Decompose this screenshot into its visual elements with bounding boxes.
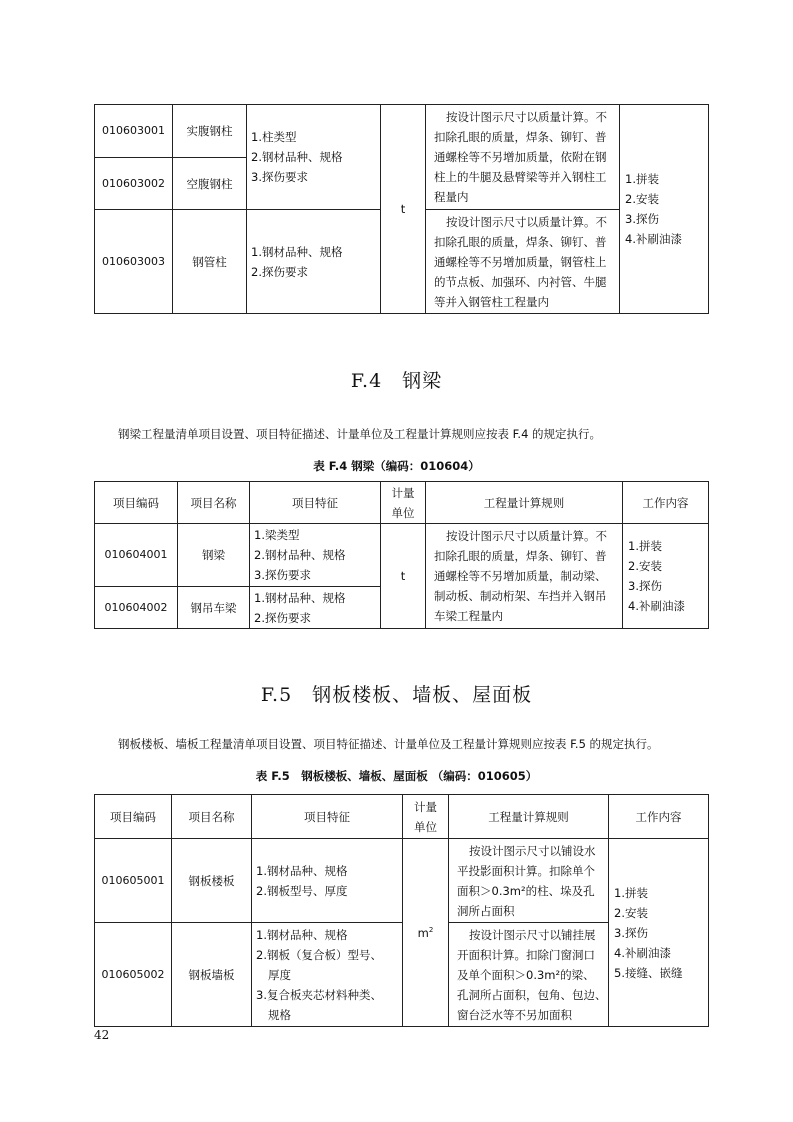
calc-rule: 按设计图示尺寸以铺挂展 开面积计算。扣除门窗洞口 及单个面积＞0.3m²的梁、 孔洞所占面积，包角、包边、 窗台泛水等不另加面积 bbox=[449, 923, 609, 1027]
page-number: 42 bbox=[94, 1028, 110, 1042]
table-f5 bbox=[94, 794, 709, 1027]
work-content: 1.拼装 2.安装 3.探伤 4.补刷油漆 bbox=[623, 524, 709, 629]
item-code: 010603002 bbox=[95, 158, 173, 210]
unit-cell: t bbox=[381, 105, 426, 314]
section-title-f5: F.5 钢板楼板、墙板、屋面板 bbox=[260, 684, 533, 706]
header-unit: 计量 单位 bbox=[403, 795, 449, 839]
calc-rule: 按设计图示尺寸以铺设水 平投影面积计算。扣除单个 面积＞0.3m²的柱、垛及孔 洞所占面积 bbox=[449, 839, 609, 923]
table-caption-f5: 表 F.5 钢板楼板、墙板、屋面板 （编码：010605） bbox=[255, 769, 538, 783]
item-code: 010605001 bbox=[95, 839, 172, 923]
unit-cell: t bbox=[381, 524, 426, 629]
header-rule: 工程量计算规则 bbox=[449, 795, 609, 839]
unit-cell: $m^2$ bbox=[403, 839, 449, 1027]
item-name: 钢吊车梁 bbox=[178, 587, 250, 629]
header-code: 项目编码 bbox=[95, 795, 172, 839]
item-name: 空腹钢柱 bbox=[173, 158, 247, 210]
calc-rule: 按设计图示尺寸以质量计算。不 扣除孔眼的质量，焊条、铆钉、普 通螺栓等不另增加质量，钢管柱上 的节点板、加强环、内衬管、牛腿 等并入钢管柱工程量内 bbox=[426, 210, 620, 314]
item-code: 010603001 bbox=[95, 105, 173, 158]
item-features: 1.梁类型 2.钢材品种、规格 3.探伤要求 bbox=[250, 524, 381, 587]
section-intro-f5: 钢板楼板、墙板工程量清单项目设置、项目特征描述、计量单位及工程量计算规则应按表 F.5 的规定执行。 bbox=[118, 737, 659, 751]
item-features: 1.钢材品种、规格 2.探伤要求 bbox=[247, 210, 381, 314]
item-features: 1.柱类型 2.钢材品种、规格 3.探伤要求 bbox=[247, 105, 381, 210]
header-name: 项目名称 bbox=[178, 482, 250, 524]
item-name: 钢板墙板 bbox=[172, 923, 252, 1027]
item-code: 010603003 bbox=[95, 210, 173, 314]
table-caption-f4: 表 F.4 钢梁（编码：010604） bbox=[313, 459, 480, 473]
header-unit: 计量 单位 bbox=[381, 482, 426, 524]
header-name: 项目名称 bbox=[172, 795, 252, 839]
header-work: 工作内容 bbox=[609, 795, 709, 839]
item-name: 钢管柱 bbox=[173, 210, 247, 314]
header-features: 项目特征 bbox=[250, 482, 381, 524]
work-content: 1.拼装 2.安装 3.探伤 4.补刷油漆 bbox=[620, 105, 709, 314]
table-f4 bbox=[94, 481, 709, 629]
item-code: 010604001 bbox=[95, 524, 178, 587]
item-code: 010604002 bbox=[95, 587, 178, 629]
item-name: 钢梁 bbox=[178, 524, 250, 587]
section-intro-f4: 钢梁工程量清单项目设置、项目特征描述、计量单位及工程量计算规则应按表 F.4 的规定执行。 bbox=[118, 427, 602, 441]
header-features: 项目特征 bbox=[252, 795, 403, 839]
item-code: 010605002 bbox=[95, 923, 172, 1027]
item-features: 1.钢材品种、规格 2.钢板型号、厚度 bbox=[252, 839, 403, 923]
item-features: 1.钢材品种、规格 2.钢板（复合板）型号、 厚度 3.复合板夹芯材料种类、 规格 bbox=[252, 923, 403, 1027]
work-content: 1.拼装 2.安装 3.探伤 4.补刷油漆 5.接缝、嵌缝 bbox=[609, 839, 709, 1027]
header-rule: 工程量计算规则 bbox=[426, 482, 623, 524]
header-work: 工作内容 bbox=[623, 482, 709, 524]
item-name: 钢板楼板 bbox=[172, 839, 252, 923]
table-f3 bbox=[94, 104, 709, 314]
calc-rule: 按设计图示尺寸以质量计算。不 扣除孔眼的质量，焊条、铆钉、普 通螺栓等不另增加质量，制动梁、 制动板、制动桁架、车挡并入钢吊 车梁工程量内 bbox=[426, 524, 623, 629]
item-name: 实腹钢柱 bbox=[173, 105, 247, 158]
header-code: 项目编码 bbox=[95, 482, 178, 524]
item-features: 1.钢材品种、规格 2.探伤要求 bbox=[250, 587, 381, 629]
section-title-f4: F.4 钢梁 bbox=[350, 370, 443, 392]
calc-rule: 按设计图示尺寸以质量计算。不 扣除孔眼的质量，焊条、铆钉、普 通螺栓等不另增加质量，依附在钢 柱上的牛腿及悬臂梁等并入钢柱工 程量内 bbox=[426, 105, 620, 210]
